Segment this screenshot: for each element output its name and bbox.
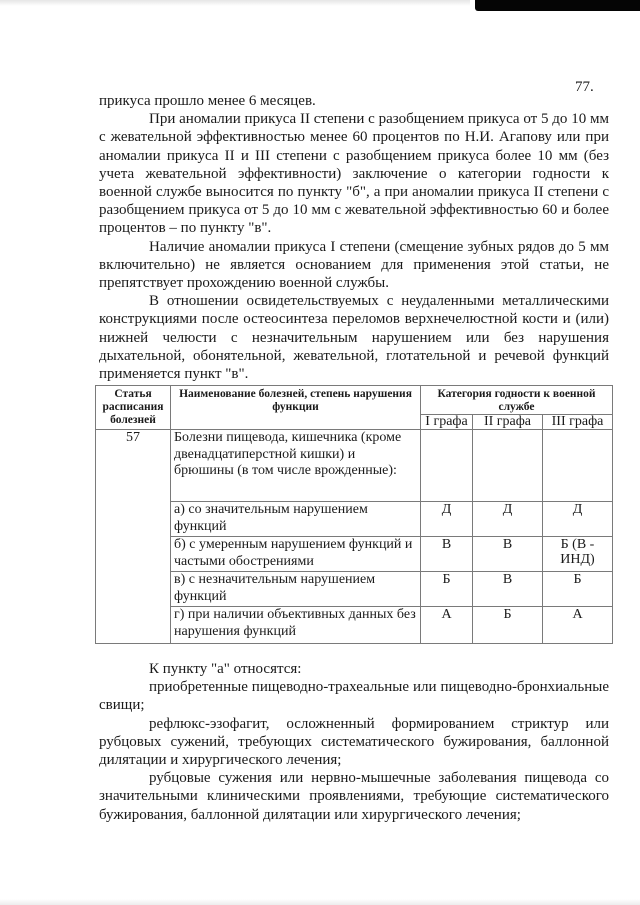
page-number: 77. — [575, 79, 594, 95]
table-row — [96, 572, 613, 607]
table-row — [96, 537, 613, 572]
article-title: Болезни пищевода, кишечника (кроме двенадцатиперстной кишки) и брюшины (в том числе врожденные): — [171, 430, 421, 502]
paragraph-reflux-esophagitis: рефлюкс-эзофагит, осложненный формированием стриктур или рубцовых сужений, требующих систематического бужирования, баллонной дилятации и хирургического лечения; — [99, 715, 609, 769]
row-name: а) со значительным нарушением функций — [171, 502, 421, 537]
category-value: Б (В - ИНД) — [543, 537, 613, 572]
category-value: Б — [473, 607, 543, 644]
paragraph-fistulas: приобретенные пищеводно-трахеальные или пищеводно-бронхиальные свищи; — [99, 679, 609, 714]
category-value: Б — [421, 572, 473, 607]
header-fitness-category: Категория годности к военной службе — [421, 386, 613, 415]
category-value: Б — [543, 572, 613, 607]
table-row — [96, 502, 613, 537]
category-value: А — [421, 607, 473, 644]
empty-cell — [421, 430, 473, 502]
empty-cell — [473, 430, 543, 502]
row-name: г) при наличии объективных данных без нарушения функций — [171, 607, 421, 644]
category-value: В — [473, 572, 543, 607]
category-value: В — [473, 537, 543, 572]
scan-black-margin — [475, 0, 640, 11]
paragraph-point-a-intro: К пункту "а" относятся: — [149, 661, 302, 677]
paragraph-bite-anomaly-ii: При аномалии прикуса II степени с разобщением прикуса от 5 до 10 мм с жевательной эффективностью менее 60 процентов по Н.И. Агапову или при аномалии прикуса II и III степени с разобщением прикуса более 10 мм (без учета жевательной эффективности) заключение о категории годности к военной службе выносится по пункту "б", а при аномалии прикуса II степени с разобщением прикуса от 5 до 10 мм с жевательной эффективностью 60 и более процентов – по пункту "в". — [99, 111, 609, 237]
table-row-article-title — [96, 430, 613, 502]
empty-cell — [543, 430, 613, 502]
row-name: б) с умеренным нарушением функций и частыми обострениями — [171, 537, 421, 572]
text-block-top — [99, 92, 609, 383]
category-value: Д — [543, 502, 613, 537]
row-name: в) с незначительным нарушением функций — [171, 572, 421, 607]
category-value: В — [421, 537, 473, 572]
header-article: Статья расписания болезней — [96, 386, 171, 430]
header-column-2: II графа — [473, 415, 543, 430]
paragraph-continuation: прикуса прошло менее 6 месяцев. — [99, 93, 316, 109]
table-row — [96, 607, 613, 644]
text-block-bottom — [99, 660, 609, 824]
category-value: Д — [473, 502, 543, 537]
paragraph-metal-constructions: В отношении освидетельствуемых с неудаленными металлическими конструкциями после остеосинтеза переломов верхнечелюстной кости и (или) нижней челюсти с незначительным нарушением или без нарушения дыхательной, обонятельной, жевательной, глотательной и речевой функций применяется пункт "в". — [99, 293, 609, 383]
article-number: 57 — [96, 430, 171, 644]
scan-edge-top — [0, 0, 470, 6]
scan-edge-bottom — [0, 899, 640, 905]
header-column-3: III графа — [543, 415, 613, 430]
paragraph-cicatricial-narrowing: рубцовые сужения или нервно-мышечные заболевания пищевода со значительными клиническими проявлениями, требующие систематического бужирования, баллонной дилятации или хирургического лечения; — [99, 770, 609, 823]
paragraph-bite-anomaly-i: Наличие аномалии прикуса I степени (смещение зубных рядов до 5 мм включительно) не является основанием для применения этой статьи, не препятствует прохождению военной службы. — [99, 238, 609, 292]
header-disease-name: Наименование болезней, степень нарушения функции — [171, 386, 421, 430]
category-value: Д — [421, 502, 473, 537]
header-column-1: I графа — [421, 415, 473, 430]
disease-schedule-table — [95, 385, 613, 644]
category-value: А — [543, 607, 613, 644]
